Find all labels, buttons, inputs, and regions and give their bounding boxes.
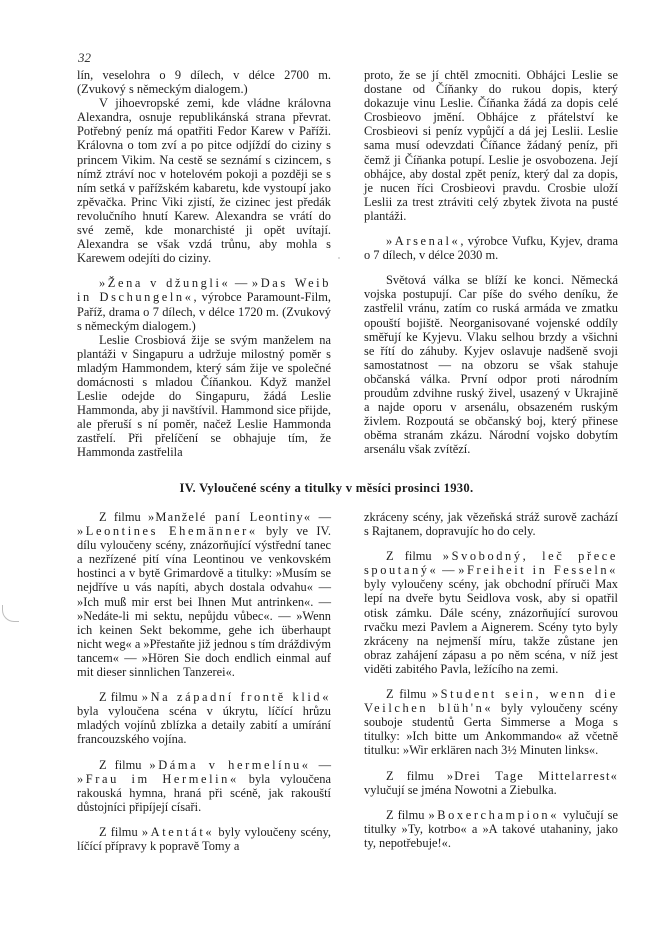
column-top-left: [77, 68, 331, 460]
film-title-czech: »Manželé paní Leontiny«: [148, 510, 312, 524]
paragraph-leslie-synopsis-continued: proto, že se jí chtěl zmocniti. Obhájci Leslie se dostane od Číňanky do rukou dopis, který dokazuje vinu Leslie. Číňanka žádá za dopis celé Crosbieovo jmění. Obhájce z přátelství ke Crosbieovi si peníz vypůjčí a dá jej Leslii. Leslie sama musí odevzdati Číňance žádaný peníz, při čemž ji Číňanka potupí. Leslie je osvobozena. Její obhájce, aby dostal zpět peníz, který dal za dopis, je nucen říci Crosbieovi pravdu. Crosbie uloží Leslii za trest ztráviti celý zbytek života na pusté plantáži.: [364, 68, 618, 223]
entry-text: byly vyloučeny scény, jak obchodní příruči Max lepí na dveře bytu Seidlova vosk, aby si opatřil otisk zámku. Dále scény, znázorňující surovou rvačku mezi Pavlem a Aignerem. Scény tyto byly zkráceny na nejmenší míru, takže zůstane jen obraz zahájení zápasu a po něm scéna, v níž jest viděti zabitého Pavla, ležícího na zemi.: [364, 577, 618, 676]
column-bottom-right: [364, 510, 618, 850]
entry-prefix: Z filmu: [386, 807, 429, 822]
paragraph-arsenal-synopsis: Světová válka se blíží ke konci. Německá vojska postupují. Car píše do svého deníku, že zastřelil vránu, zatím co ruská armáda ve zmatku opouští bojiště. Neorganisované vojenské oddíly směřují ke Kyjevu. Vlaku selhou brzdy a všichni se řítí do záhuby. Kyjev oslavuje nadšeně svoji samostatnost — na obzoru se však stahuje občanská válka. První odpor proti národním proudům zdvihne ruský živel, usazený v Ukrajině a najde oporu v arsenálu, obsazeném ruským živlem. Rozpoutá se občanský boj, který přinese oběma stranám zkázu. Národní vojsko dobytím arsenálu však zvítězí.: [364, 273, 618, 457]
film-title-german: »Das Weib in Dschungeln«: [77, 276, 332, 305]
dash: —: [438, 563, 459, 578]
paragraph-alexandra-synopsis: V jihoevropské zemi, kde vládne královna Alexandra, osnuje republikánská strana převrat. Potřebný peníz má opatřiti Fedor Karew v Paříži. Královna o tom zví a po pitce odjíždí do ciziny s princem Vikim. Na cestě se seznámí s cizincem, s nímž ztráví noc v hotelovém pokoji a později se s ním setká v pařížském kabaretu, kde vystoupí jako zpěvačka. Princ Viki zjistí, že cizinec jest předák revolučního hnutí Karew. Alexandra se vrátí do své země, kde monarchisté ji opět uvítají. Alexandra se však vzdá trůnu, aby mohla s Karewem odejíti do ciziny.: [77, 96, 331, 266]
column-bottom-left: [77, 510, 331, 853]
entry-text: vylučují se jména Nowotni a Ziebulka.: [364, 782, 557, 797]
column-top-right: [364, 68, 618, 456]
film-title: »Drei Tage Mittelarrest«: [446, 768, 618, 783]
paragraph-film-credits-continued: lín, veselohra o 9 dílech, v délce 2700 m. (Zvukový s německým dialogem.): [77, 68, 331, 97]
dash: —: [311, 510, 331, 524]
film-title: »Arsenal«: [386, 234, 461, 249]
dash: —: [230, 276, 252, 291]
film-title: »Boxerchampion«: [428, 807, 560, 822]
entry-drei-tage-mittelarrest: [364, 769, 618, 797]
entry-dama-v-hermelinu: [77, 758, 331, 814]
entry-text: vylučují se titulky »Ty, kotrbo« a »A takové utahaniny, jako ty, nepotřebuje!«.: [364, 807, 618, 850]
entry-prefix: Z filmu: [99, 510, 148, 524]
film-title-german: »Leontines Ehemänner«: [77, 524, 258, 539]
entry-text: byla vyloučena scéna v úkrytu, líčící hrůzu mladých vojínů zblízka a detaily zabití a umírání francouzského vojína.: [77, 704, 331, 747]
paragraph-zena-v-dzungli-entry: [77, 276, 331, 332]
entry-prefix: Z filmu: [386, 768, 447, 783]
entry-text: byly vyloučeny scény, líčící přípravy k popravě Tomy a: [77, 824, 331, 853]
film-title-czech: »Dáma v hermelínu«: [149, 757, 311, 772]
entry-prefix: Z filmu: [99, 757, 150, 772]
entry-manzele-pani-leontiny: [77, 510, 331, 679]
film-credits: , výrobce Paramount-Film, Paříž, drama o 7 dílech, v délce 1720 m. (Zvukový s německým dialogem.): [77, 290, 331, 333]
entry-text: byly ve IV. dílu vyloučeny scény, znázorňující výstřední tanec a nezřízené pití vína Leontinou ve venkovském hostinci a v bytě Grimardově a titulky: »Musím se nejdříve u vás napíti, abych dostala odvahu« — »Ich muß mir erst bei Ihnen Mut antrinken«. — »Nedáte-li mi sektu, nepůjdu vůbec«. — »Wenn ich keinen Sekt bekomme, gehe ich überhaupt nicht weg« a »Přestaňte již jednou s tím dráždivým tancem« — »Hören Sie doch endlich einmal auf mit dieser sinnlichen Tanzerei«.: [77, 524, 331, 680]
film-title: »Na západní frontě klid«: [141, 690, 331, 705]
entry-prefix: Z filmu: [99, 690, 142, 705]
page-number: 32: [78, 50, 91, 65]
entry-prefix: Z filmu: [386, 687, 432, 702]
film-credits: , výrobce Vufku, Kyjev, drama o 7 dílech, v délce 2030 m.: [364, 234, 618, 263]
dash: —: [310, 757, 331, 772]
film-title-czech: »Svobodný, leč přece spoutaný«: [364, 549, 618, 578]
entry-prefix: Z filmu: [99, 824, 142, 839]
film-title: »Student sein, wenn die Veilchen blüh'n«: [364, 687, 618, 716]
film-title: »Atentát«: [141, 824, 215, 839]
scan-speck: [338, 257, 340, 259]
paragraph-leslie-synopsis: Leslie Crosbiová žije se svým manželem na plantáži v Singapuru a udržuje milostný poměr s mladým Hammondem, který sám žije ve společné domácnosti s mladou Číňankou. Když manžel Leslie odejde do Singapuru, žádá Leslie Hammonda, aby ji navštívil. Hammond sice přijde, ale přeruší s ní poměr, načež Leslie Hammonda zastřelí. Při přelíčení se obhajuje tím, že Hammonda zastřelila: [77, 332, 331, 460]
film-title-czech: »Žena v džungli«: [99, 276, 231, 291]
entry-text: byla vyloučena rakouská hymna, hraná při scéně, jak rakouští důstojníci připíjejí císaři.: [77, 771, 331, 814]
entry-svobodny-lec-prece-spoutany: [364, 549, 618, 676]
film-title-german: »Freiheit in Fesseln«: [458, 563, 618, 578]
section-heading: IV. Vyloučené scény a titulky v měsíci prosinci 1930.: [179, 481, 474, 495]
scan-binding-mark: [2, 605, 19, 622]
entry-na-zapadni-fronte-klid: [77, 690, 331, 746]
entry-atentat-continued: zkráceny scény, jak vězeňská stráž surově zachází s Rajtanem, dopravujíc ho do cely.: [364, 510, 618, 539]
entry-atentat: [77, 825, 331, 853]
entry-prefix: Z filmu: [386, 549, 443, 564]
film-title-german: »Frau im Hermelin«: [77, 771, 239, 786]
paragraph-arsenal-entry: [364, 234, 618, 262]
entry-text: byly vyloučeny scény souboje studentů Gerta Simmerse a Moga s titulky: »Ich bitte um Ankommando« až včetně titulku: »Wir erklären nach 3½ Minuten links«.: [364, 701, 618, 758]
entry-boxerchampion: [364, 808, 618, 850]
entry-student-sein: [364, 687, 618, 757]
